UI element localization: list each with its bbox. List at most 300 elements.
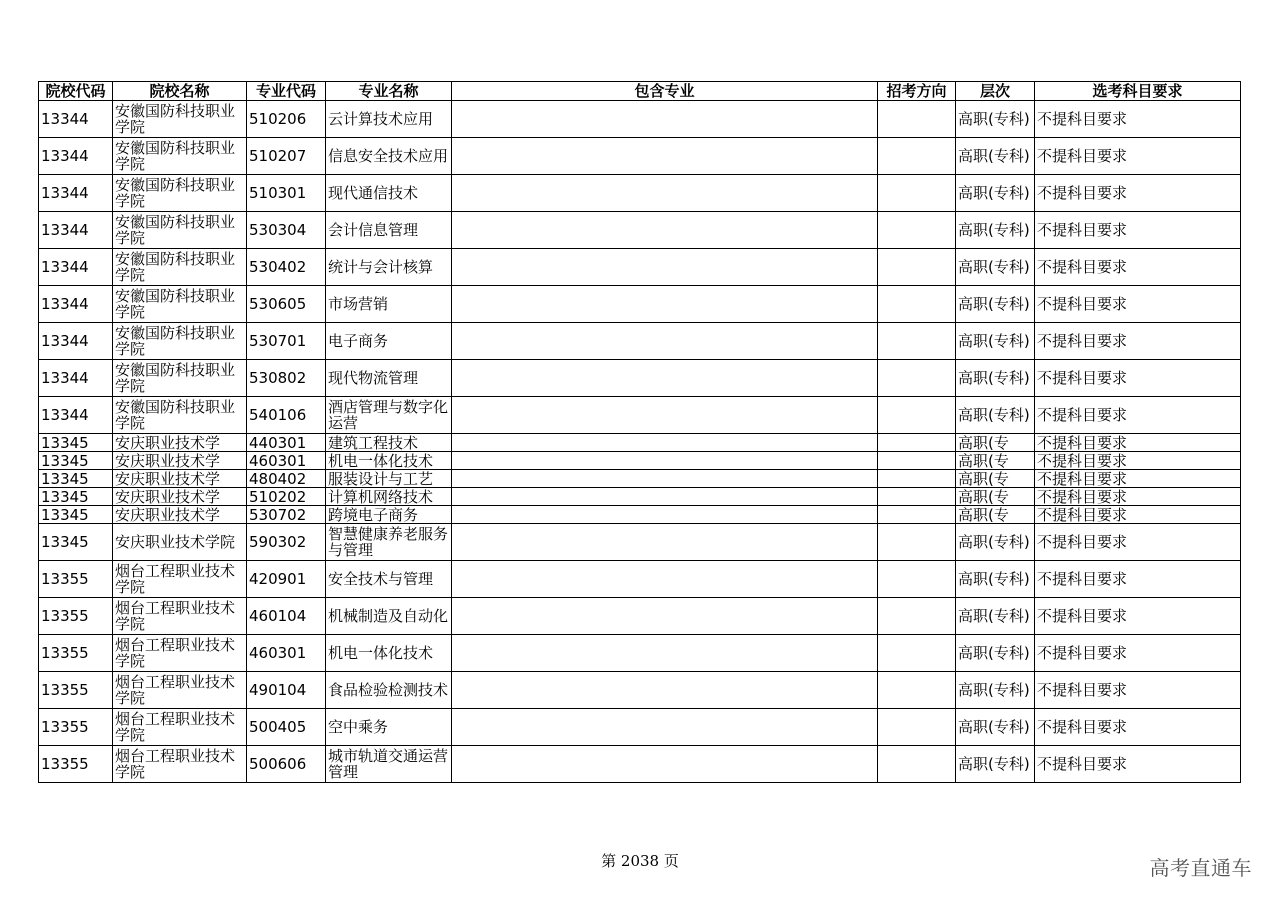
- major-name-cell: [326, 434, 452, 452]
- subject-requirement-cell: [1035, 286, 1241, 323]
- direction-cell: [878, 746, 956, 783]
- table-row: [39, 635, 1241, 672]
- subject-requirement-cell-text: 不提科目要求: [1037, 682, 1128, 698]
- school-name-cell-text: 烟台工程职业技术学院: [115, 637, 236, 669]
- major-name-cell-text: 酒店管理与数字化运营: [328, 399, 449, 431]
- header-school-name: 院校名称: [113, 82, 247, 101]
- major-code-cell-text: 530605: [249, 296, 307, 312]
- school-name-cell-text: 安庆职业技术学: [115, 506, 221, 523]
- watermark: 高考直通车: [1149, 856, 1252, 880]
- table-row: [39, 101, 1241, 138]
- major-code-cell: [247, 175, 326, 212]
- level-cell: [956, 672, 1035, 709]
- major-name-cell: [326, 635, 452, 672]
- major-name-cell: [326, 561, 452, 598]
- major-name-cell-text: 智慧健康养老服务与管理: [328, 526, 449, 558]
- subject-requirement-cell: [1035, 635, 1241, 672]
- major-name-cell-text: 机械制造及自动化: [328, 608, 449, 624]
- level-cell: [956, 101, 1035, 138]
- school-code-cell-text: 13345: [41, 506, 89, 523]
- school-code-cell: [39, 635, 113, 672]
- table-row: [39, 561, 1241, 598]
- major-code-cell: [247, 397, 326, 434]
- school-name-cell-text: 安徽国防科技职业学院: [115, 399, 236, 431]
- major-name-cell: [326, 249, 452, 286]
- major-name-cell-text: 市场营销: [328, 296, 389, 312]
- table-row: [39, 175, 1241, 212]
- major-name-cell-text: 统计与会计核算: [328, 259, 434, 275]
- major-name-cell-text: 云计算技术应用: [328, 111, 434, 127]
- subject-requirement-cell-text: 不提科目要求: [1037, 333, 1128, 349]
- table-row: [39, 470, 1241, 488]
- major-name-cell-text: 计算机网络技术: [328, 488, 434, 505]
- included-majors-cell: [452, 598, 878, 635]
- subject-requirement-cell: [1035, 101, 1241, 138]
- major-code-cell: [247, 561, 326, 598]
- table-row: [39, 452, 1241, 470]
- major-code-cell: [247, 138, 326, 175]
- major-name-cell: [326, 506, 452, 524]
- major-code-cell: [247, 452, 326, 470]
- level-cell-text: 高职(专科): [958, 111, 1030, 127]
- school-code-cell-text: 13345: [41, 534, 89, 550]
- included-majors-cell: [452, 397, 878, 434]
- school-name-cell-text: 烟台工程职业技术学院: [115, 748, 236, 780]
- direction-cell: [878, 598, 956, 635]
- school-code-cell: [39, 524, 113, 561]
- subject-requirement-cell-text: 不提科目要求: [1037, 506, 1128, 523]
- included-majors-cell: [452, 488, 878, 506]
- school-code-cell: [39, 672, 113, 709]
- major-name-cell-text: 建筑工程技术: [328, 434, 419, 451]
- direction-cell: [878, 360, 956, 397]
- major-name-cell: [326, 488, 452, 506]
- page-number: 第 2038 页: [601, 852, 679, 870]
- school-code-cell-text: 13344: [41, 111, 89, 127]
- level-cell-text: 高职(专科): [958, 719, 1030, 735]
- major-code-cell: [247, 323, 326, 360]
- major-name-cell: [326, 470, 452, 488]
- major-code-cell-text: 500405: [249, 719, 307, 735]
- major-name-cell-text: 服装设计与工艺: [328, 470, 434, 487]
- included-majors-cell: [452, 434, 878, 452]
- school-name-cell: [113, 452, 247, 470]
- major-name-cell: [326, 672, 452, 709]
- subject-requirement-cell-text: 不提科目要求: [1037, 488, 1128, 505]
- level-cell-text: 高职(专: [958, 452, 1009, 469]
- table-row: [39, 323, 1241, 360]
- school-name-cell-text: 安庆职业技术学院: [115, 534, 236, 550]
- major-code-cell: [247, 212, 326, 249]
- subject-requirement-cell: [1035, 561, 1241, 598]
- school-name-cell: [113, 397, 247, 434]
- major-code-cell-text: 460301: [249, 645, 307, 661]
- subject-requirement-cell: [1035, 672, 1241, 709]
- level-cell: [956, 524, 1035, 561]
- school-code-cell-text: 13345: [41, 452, 89, 469]
- school-code-cell-text: 13355: [41, 571, 89, 587]
- subject-requirement-cell-text: 不提科目要求: [1037, 222, 1128, 238]
- school-name-cell: [113, 506, 247, 524]
- subject-requirement-cell: [1035, 175, 1241, 212]
- level-cell: [956, 397, 1035, 434]
- direction-cell: [878, 175, 956, 212]
- school-code-cell: [39, 360, 113, 397]
- subject-requirement-cell: [1035, 323, 1241, 360]
- school-name-cell-text: 安庆职业技术学: [115, 434, 221, 451]
- major-code-cell: [247, 524, 326, 561]
- major-code-cell: [247, 506, 326, 524]
- direction-cell: [878, 470, 956, 488]
- table-row: [39, 434, 1241, 452]
- direction-cell: [878, 488, 956, 506]
- direction-cell: [878, 709, 956, 746]
- subject-requirement-cell-text: 不提科目要求: [1037, 534, 1128, 550]
- included-majors-cell: [452, 452, 878, 470]
- school-code-cell: [39, 452, 113, 470]
- school-name-cell-text: 安徽国防科技职业学院: [115, 362, 236, 394]
- subject-requirement-cell-text: 不提科目要求: [1037, 470, 1128, 487]
- school-code-cell-text: 13345: [41, 488, 89, 505]
- subject-requirement-cell: [1035, 452, 1241, 470]
- major-name-cell-text: 城市轨道交通运营管理: [328, 748, 449, 780]
- major-code-cell-text: 530701: [249, 333, 307, 349]
- major-code-cell-text: 540106: [249, 407, 307, 423]
- subject-requirement-cell: [1035, 360, 1241, 397]
- school-code-cell: [39, 598, 113, 635]
- major-code-cell-text: 590302: [249, 534, 307, 550]
- direction-cell: [878, 212, 956, 249]
- school-code-cell: [39, 434, 113, 452]
- school-code-cell: [39, 561, 113, 598]
- major-code-cell-text: 440301: [249, 434, 307, 451]
- school-code-cell: [39, 470, 113, 488]
- school-name-cell: [113, 212, 247, 249]
- major-code-cell-text: 510206: [249, 111, 307, 127]
- included-majors-cell: [452, 470, 878, 488]
- level-cell: [956, 598, 1035, 635]
- header-row: [39, 82, 1241, 101]
- subject-requirement-cell: [1035, 488, 1241, 506]
- major-code-cell: [247, 249, 326, 286]
- school-code-cell-text: 13345: [41, 470, 89, 487]
- subject-requirement-cell: [1035, 138, 1241, 175]
- major-name-cell-text: 现代通信技术: [328, 185, 419, 201]
- subject-requirement-cell: [1035, 746, 1241, 783]
- subject-requirement-cell-text: 不提科目要求: [1037, 296, 1128, 312]
- major-name-cell: [326, 746, 452, 783]
- level-cell-text: 高职(专科): [958, 370, 1030, 386]
- school-code-cell: [39, 709, 113, 746]
- school-name-cell: [113, 524, 247, 561]
- table-row: [39, 598, 1241, 635]
- school-name-cell-text: 安徽国防科技职业学院: [115, 214, 236, 246]
- school-name-cell: [113, 672, 247, 709]
- subject-requirement-cell: [1035, 249, 1241, 286]
- subject-requirement-cell: [1035, 506, 1241, 524]
- level-cell: [956, 635, 1035, 672]
- table-row: [39, 212, 1241, 249]
- level-cell-text: 高职(专科): [958, 148, 1030, 164]
- school-name-cell: [113, 286, 247, 323]
- major-name-cell: [326, 452, 452, 470]
- level-cell: [956, 470, 1035, 488]
- school-code-cell-text: 13344: [41, 222, 89, 238]
- table-row: [39, 506, 1241, 524]
- subject-requirement-cell: [1035, 212, 1241, 249]
- level-cell-text: 高职(专科): [958, 333, 1030, 349]
- school-code-cell: [39, 506, 113, 524]
- school-code-cell-text: 13355: [41, 608, 89, 624]
- table-row: [39, 249, 1241, 286]
- included-majors-cell: [452, 672, 878, 709]
- school-name-cell: [113, 709, 247, 746]
- major-code-cell-text: 510202: [249, 488, 307, 505]
- school-code-cell: [39, 397, 113, 434]
- level-cell-text: 高职(专科): [958, 407, 1030, 423]
- direction-cell: [878, 249, 956, 286]
- school-code-cell: [39, 175, 113, 212]
- level-cell: [956, 434, 1035, 452]
- major-name-cell-text: 安全技术与管理: [328, 571, 434, 587]
- major-code-cell-text: 510207: [249, 148, 307, 164]
- included-majors-cell: [452, 175, 878, 212]
- level-cell-text: 高职(专科): [958, 756, 1030, 772]
- subject-requirement-cell: [1035, 397, 1241, 434]
- included-majors-cell: [452, 709, 878, 746]
- major-code-cell-text: 420901: [249, 571, 307, 587]
- table-row: [39, 286, 1241, 323]
- direction-cell: [878, 138, 956, 175]
- school-code-cell-text: 13355: [41, 645, 89, 661]
- major-name-cell-text: 食品检验检测技术: [328, 682, 449, 698]
- school-code-cell-text: 13355: [41, 682, 89, 698]
- major-code-cell: [247, 709, 326, 746]
- school-name-cell-text: 安徽国防科技职业学院: [115, 325, 236, 357]
- school-code-cell-text: 13355: [41, 756, 89, 772]
- school-name-cell-text: 安徽国防科技职业学院: [115, 103, 236, 135]
- school-code-cell: [39, 138, 113, 175]
- table-row: [39, 397, 1241, 434]
- header-major-name: 专业名称: [326, 82, 452, 101]
- header-level: 层次: [956, 82, 1035, 101]
- header-subject-requirement: 选考科目要求: [1035, 82, 1241, 101]
- school-name-cell-text: 烟台工程职业技术学院: [115, 711, 236, 743]
- school-name-cell-text: 安徽国防科技职业学院: [115, 251, 236, 283]
- school-name-cell: [113, 434, 247, 452]
- school-code-cell: [39, 101, 113, 138]
- level-cell: [956, 452, 1035, 470]
- level-cell-text: 高职(专: [958, 470, 1009, 487]
- major-name-cell: [326, 175, 452, 212]
- subject-requirement-cell-text: 不提科目要求: [1037, 608, 1128, 624]
- major-code-cell-text: 510301: [249, 185, 307, 201]
- school-code-cell: [39, 746, 113, 783]
- school-name-cell-text: 安庆职业技术学: [115, 452, 221, 469]
- direction-cell: [878, 635, 956, 672]
- school-name-cell: [113, 249, 247, 286]
- major-code-cell-text: 500606: [249, 756, 307, 772]
- direction-cell: [878, 323, 956, 360]
- major-code-cell-text: 460301: [249, 452, 307, 469]
- subject-requirement-cell: [1035, 524, 1241, 561]
- major-code-cell: [247, 101, 326, 138]
- major-code-cell: [247, 746, 326, 783]
- school-name-cell-text: 安庆职业技术学: [115, 488, 221, 505]
- major-code-cell-text: 480402: [249, 470, 307, 487]
- subject-requirement-cell-text: 不提科目要求: [1037, 185, 1128, 201]
- school-name-cell-text: 安庆职业技术学: [115, 470, 221, 487]
- major-code-cell: [247, 470, 326, 488]
- school-name-cell: [113, 488, 247, 506]
- included-majors-cell: [452, 635, 878, 672]
- major-code-cell-text: 530304: [249, 222, 307, 238]
- subject-requirement-cell-text: 不提科目要求: [1037, 645, 1128, 661]
- major-name-cell: [326, 212, 452, 249]
- direction-cell: [878, 452, 956, 470]
- included-majors-cell: [452, 138, 878, 175]
- included-majors-cell: [452, 524, 878, 561]
- school-name-cell: [113, 138, 247, 175]
- major-name-cell: [326, 138, 452, 175]
- school-code-cell-text: 13355: [41, 719, 89, 735]
- subject-requirement-cell-text: 不提科目要求: [1037, 259, 1128, 275]
- level-cell-text: 高职(专: [958, 434, 1009, 451]
- school-name-cell: [113, 470, 247, 488]
- school-name-cell: [113, 360, 247, 397]
- major-name-cell: [326, 101, 452, 138]
- header-direction: 招考方向: [878, 82, 956, 101]
- level-cell-text: 高职(专科): [958, 222, 1030, 238]
- major-name-cell: [326, 598, 452, 635]
- major-code-cell: [247, 598, 326, 635]
- table-row: [39, 709, 1241, 746]
- level-cell: [956, 746, 1035, 783]
- table-row: [39, 488, 1241, 506]
- direction-cell: [878, 286, 956, 323]
- level-cell-text: 高职(专科): [958, 296, 1030, 312]
- included-majors-cell: [452, 323, 878, 360]
- school-code-cell-text: 13344: [41, 296, 89, 312]
- subject-requirement-cell: [1035, 709, 1241, 746]
- included-majors-cell: [452, 101, 878, 138]
- table-row: [39, 524, 1241, 561]
- direction-cell: [878, 524, 956, 561]
- major-name-cell: [326, 524, 452, 561]
- level-cell-text: 高职(专: [958, 506, 1009, 523]
- major-name-cell-text: 机电一体化技术: [328, 452, 434, 469]
- subject-requirement-cell: [1035, 434, 1241, 452]
- school-code-cell: [39, 212, 113, 249]
- major-name-cell-text: 信息安全技术应用: [328, 148, 449, 164]
- subject-requirement-cell-text: 不提科目要求: [1037, 719, 1128, 735]
- level-cell-text: 高职(专: [958, 488, 1009, 505]
- school-name-cell: [113, 598, 247, 635]
- major-name-cell-text: 机电一体化技术: [328, 645, 434, 661]
- school-name-cell: [113, 561, 247, 598]
- header-major-code: 专业代码: [247, 82, 326, 101]
- major-name-cell: [326, 360, 452, 397]
- school-name-cell: [113, 175, 247, 212]
- school-code-cell: [39, 286, 113, 323]
- major-code-cell: [247, 434, 326, 452]
- school-name-cell: [113, 323, 247, 360]
- major-code-cell: [247, 488, 326, 506]
- major-name-cell: [326, 286, 452, 323]
- school-code-cell-text: 13344: [41, 407, 89, 423]
- subject-requirement-cell-text: 不提科目要求: [1037, 111, 1128, 127]
- school-name-cell-text: 安徽国防科技职业学院: [115, 177, 236, 209]
- major-code-cell: [247, 672, 326, 709]
- school-name-cell-text: 安徽国防科技职业学院: [115, 140, 236, 172]
- school-name-cell-text: 烟台工程职业技术学院: [115, 563, 236, 595]
- level-cell: [956, 506, 1035, 524]
- major-code-cell: [247, 286, 326, 323]
- school-code-cell: [39, 488, 113, 506]
- school-name-cell: [113, 101, 247, 138]
- level-cell: [956, 249, 1035, 286]
- subject-requirement-cell-text: 不提科目要求: [1037, 407, 1128, 423]
- direction-cell: [878, 397, 956, 434]
- table-body: [39, 101, 1241, 783]
- major-name-cell: [326, 323, 452, 360]
- major-code-cell-text: 530702: [249, 506, 307, 523]
- table-row: [39, 746, 1241, 783]
- school-name-cell-text: 烟台工程职业技术学院: [115, 674, 236, 706]
- level-cell: [956, 561, 1035, 598]
- level-cell-text: 高职(专科): [958, 259, 1030, 275]
- direction-cell: [878, 506, 956, 524]
- level-cell-text: 高职(专科): [958, 645, 1030, 661]
- subject-requirement-cell-text: 不提科目要求: [1037, 148, 1128, 164]
- level-cell: [956, 709, 1035, 746]
- table-row: [39, 360, 1241, 397]
- major-code-cell-text: 460104: [249, 608, 307, 624]
- school-name-cell-text: 安徽国防科技职业学院: [115, 288, 236, 320]
- admissions-table: [38, 81, 1241, 783]
- school-name-cell: [113, 746, 247, 783]
- included-majors-cell: [452, 212, 878, 249]
- subject-requirement-cell-text: 不提科目要求: [1037, 452, 1128, 469]
- school-code-cell-text: 13344: [41, 259, 89, 275]
- direction-cell: [878, 101, 956, 138]
- school-code-cell-text: 13344: [41, 148, 89, 164]
- major-name-cell: [326, 709, 452, 746]
- included-majors-cell: [452, 561, 878, 598]
- school-name-cell-text: 烟台工程职业技术学院: [115, 600, 236, 632]
- included-majors-cell: [452, 506, 878, 524]
- school-code-cell: [39, 323, 113, 360]
- included-majors-cell: [452, 286, 878, 323]
- school-code-cell-text: 13344: [41, 185, 89, 201]
- major-name-cell: [326, 397, 452, 434]
- level-cell-text: 高职(专科): [958, 185, 1030, 201]
- major-code-cell: [247, 635, 326, 672]
- level-cell: [956, 138, 1035, 175]
- major-code-cell-text: 490104: [249, 682, 307, 698]
- major-code-cell-text: 530402: [249, 259, 307, 275]
- school-code-cell: [39, 249, 113, 286]
- level-cell: [956, 323, 1035, 360]
- school-code-cell-text: 13344: [41, 370, 89, 386]
- level-cell-text: 高职(专科): [958, 571, 1030, 587]
- table-row: [39, 138, 1241, 175]
- table-row: [39, 672, 1241, 709]
- major-name-cell-text: 电子商务: [328, 333, 389, 349]
- subject-requirement-cell-text: 不提科目要求: [1037, 571, 1128, 587]
- subject-requirement-cell: [1035, 470, 1241, 488]
- direction-cell: [878, 672, 956, 709]
